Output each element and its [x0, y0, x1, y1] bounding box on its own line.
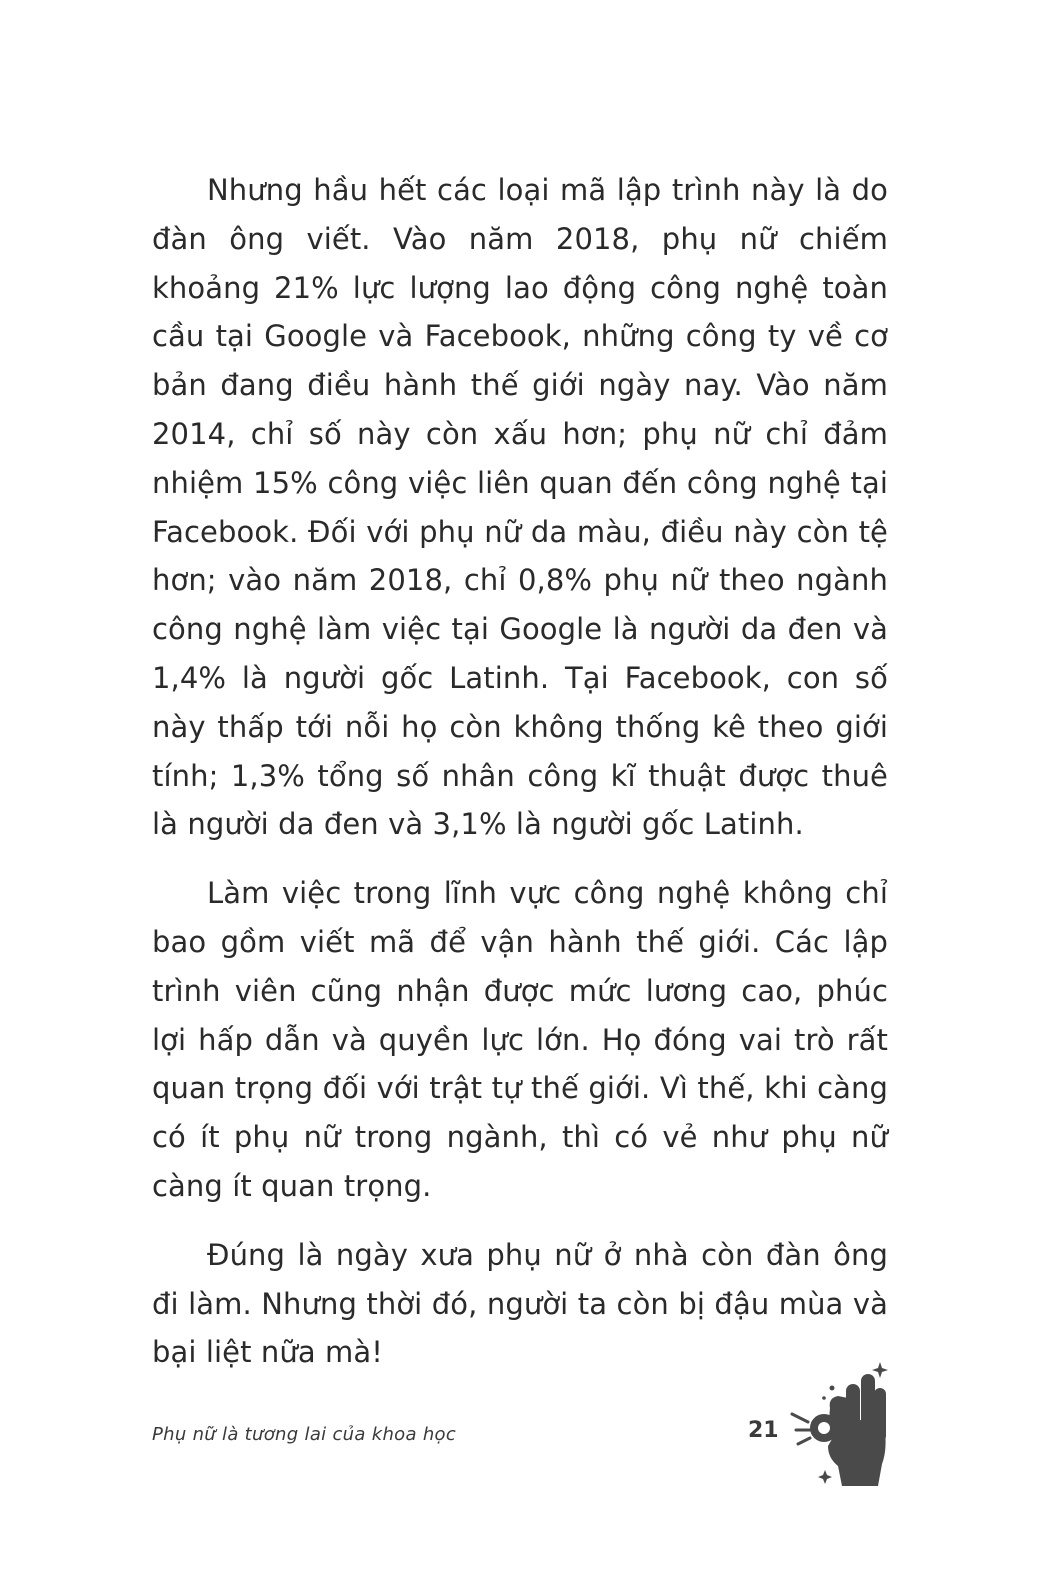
paragraph-1: Nhưng hầu hết các loại mã lập trình này là do đàn ông viết. Vào năm 2018, phụ nữ chiếm khoảng 21% lực lượng lao động công nghệ toàn cầu tại Google và Facebook, những công ty về cơ bản đang điều hành thế giới ngày nay. Vào năm 2014, chỉ số này còn xấu hơn; phụ nữ chỉ đảm nhiệm 15% công việc liên quan đến công nghệ tại Facebook. Đối với phụ nữ da màu, điều này còn tệ hơn; vào năm 2018, chỉ 0,8% phụ nữ theo ngành công nghệ làm việc tại Google là người da đen và 1,4% là người gốc Latinh. Tại Facebook, con số này thấp tới nỗi họ còn không thống kê theo giới tính; 1,3% tổng số nhân công kĩ thuật được thuê là người da đen và 3,1% là người gốc Latinh.	[152, 173, 888, 842]
pinch-highlight	[819, 1423, 825, 1429]
page-number: 21	[748, 1418, 779, 1443]
footer-book-title: Phụ nữ là tương lai của khoa học	[152, 1424, 457, 1445]
paragraph-2: Làm việc trong lĩnh vực công nghệ không chỉ bao gồm viết mã để vận hành thế giới. Các lập trình viên cũng nhận được mức lương cao, phúc lợi hấp dẫn và quyền lực lớn. Họ đóng vai trò rất quan trọng đối với trật tự thế giới. Vì thế, khi càng có ít phụ nữ trong ngành, thì có vẻ như phụ nữ càng ít quan trọng.	[152, 876, 888, 1203]
paragraph-3: Đúng là ngày xưa phụ nữ ở nhà còn đàn ông đi làm. Nhưng thời đó, người ta còn bị đậu mùa và bại liệt nữa mà!	[152, 1237, 888, 1370]
ok-hand-icon	[788, 1358, 892, 1488]
spark-lines	[792, 1414, 810, 1444]
page-body	[152, 166, 888, 1397]
